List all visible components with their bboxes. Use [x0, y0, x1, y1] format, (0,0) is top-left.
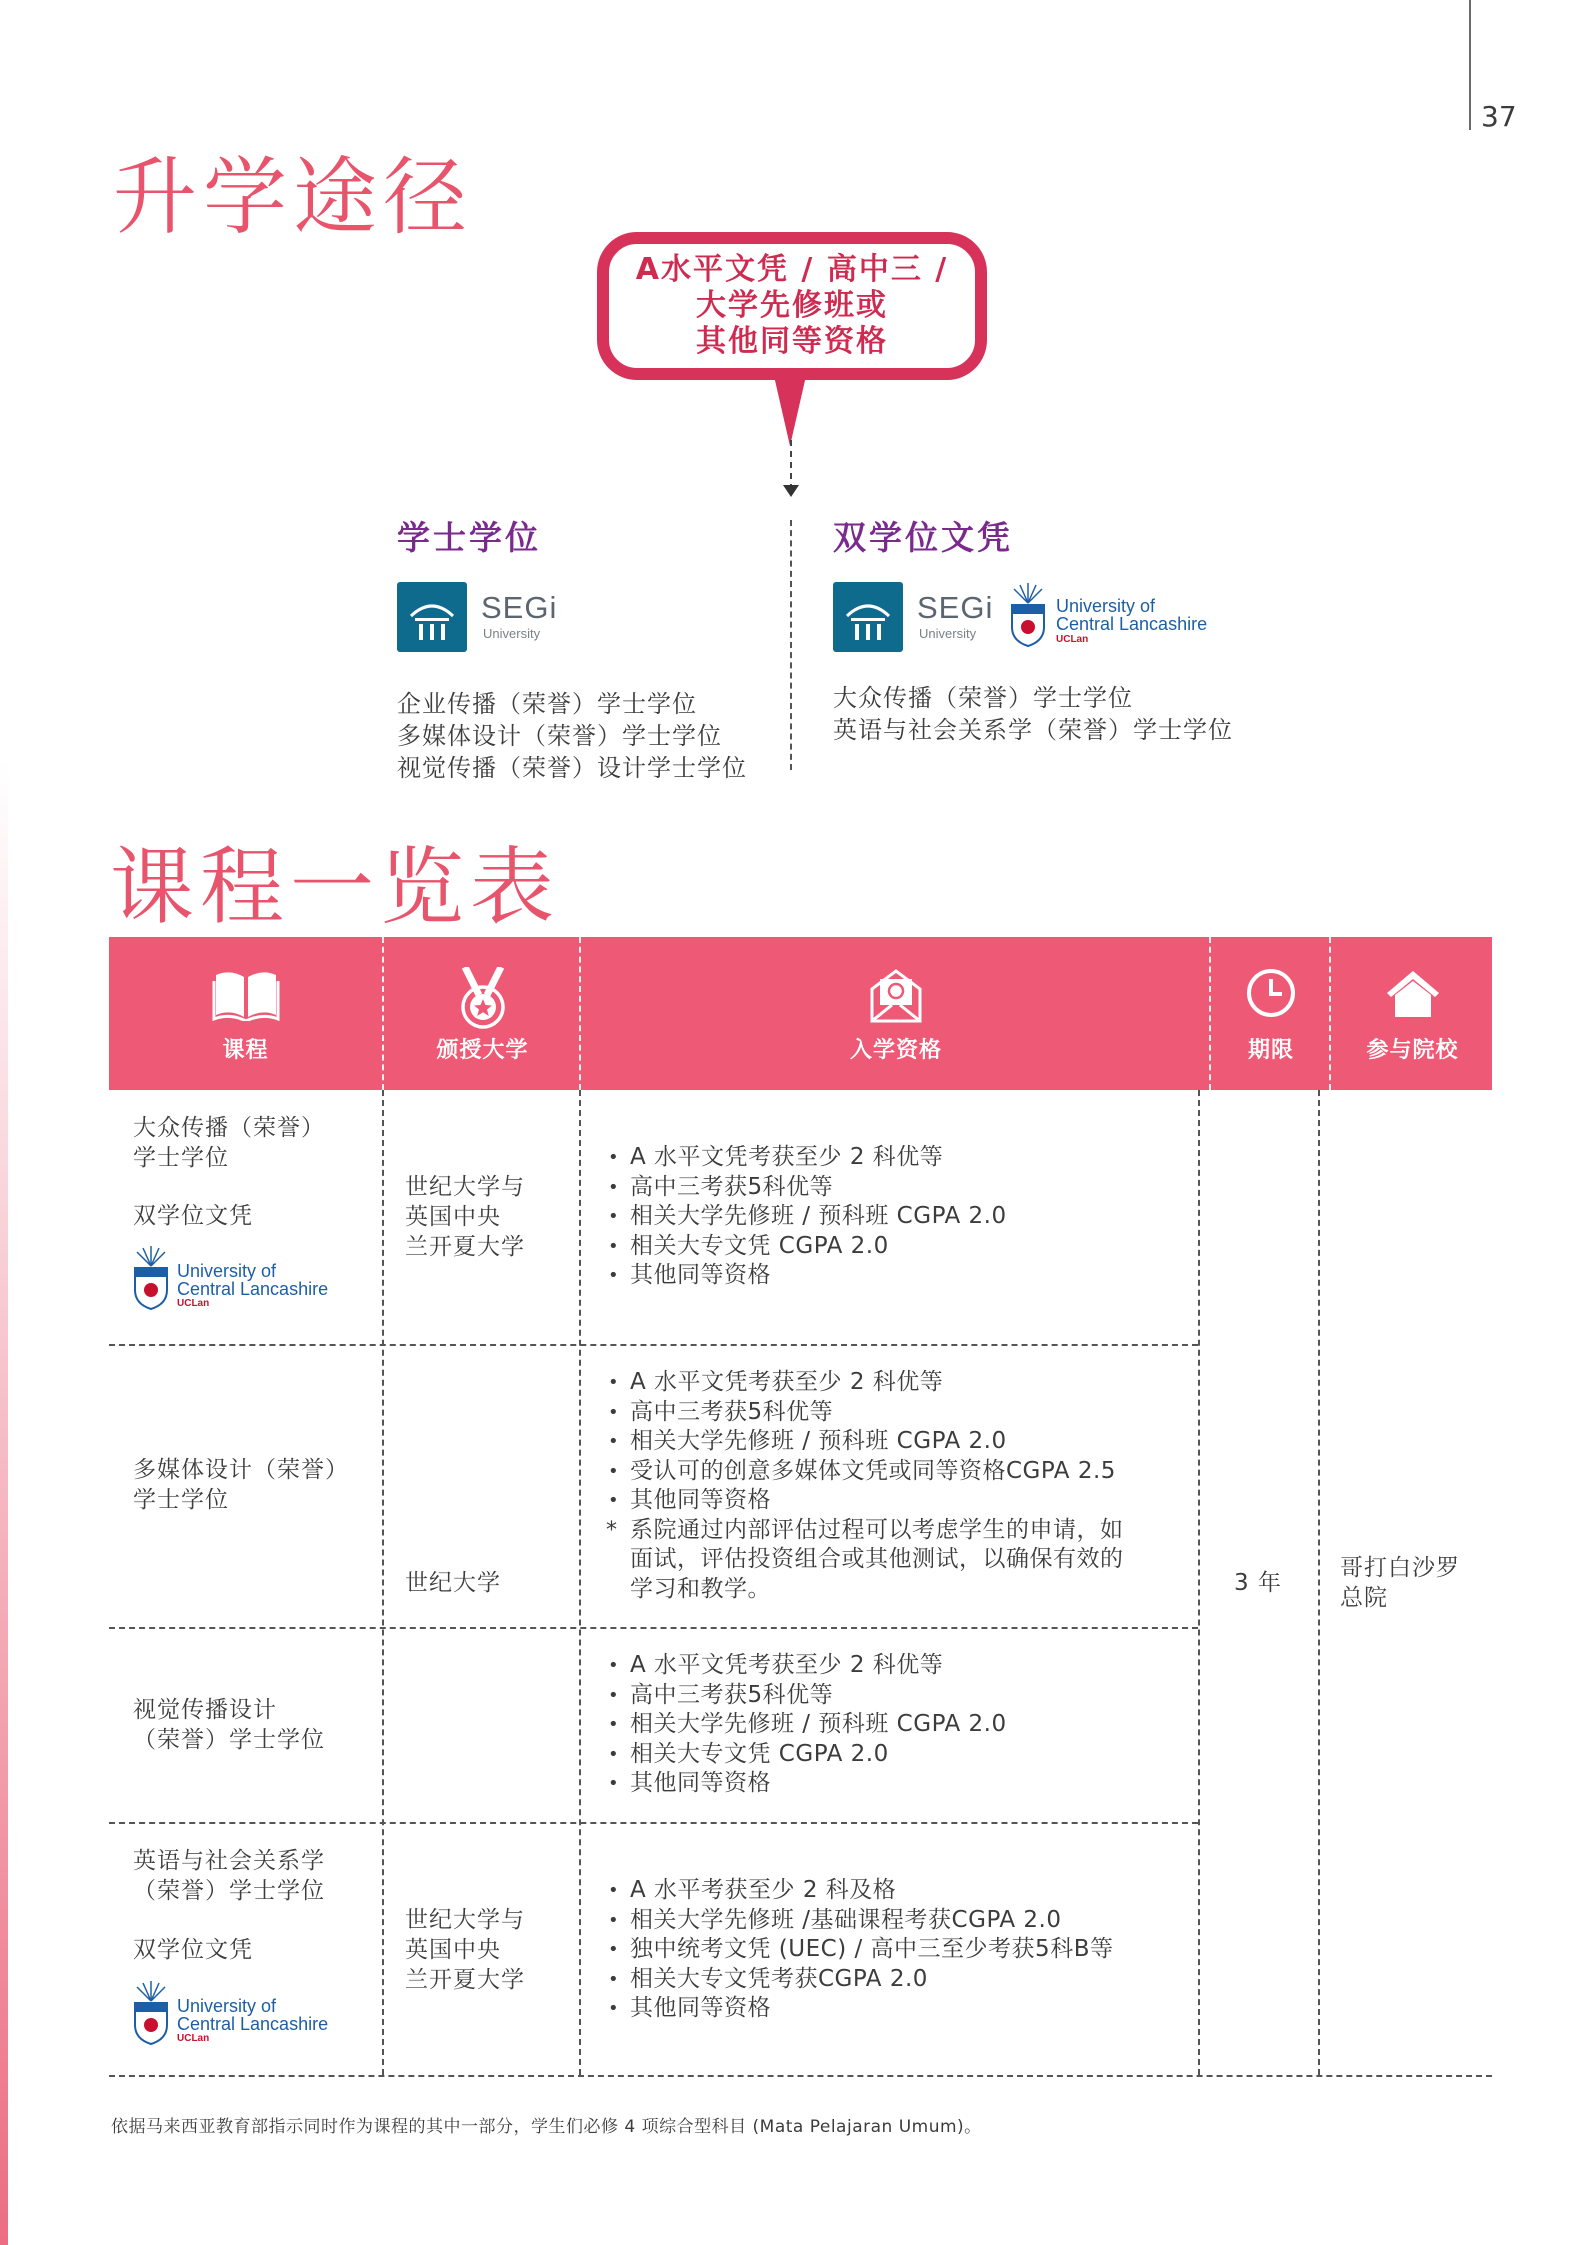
- table-header: [109, 937, 1492, 1090]
- table-row-divider: [109, 1627, 1198, 1629]
- header-campus: [1329, 937, 1494, 1090]
- segi-wordmark: SEGi: [917, 590, 994, 625]
- page-number-rule: [1469, 0, 1471, 130]
- requirement-item: • 相关大学先修班 / 预科班 CGPA 2.0: [602, 1427, 1182, 1457]
- pathway-arrow-head-icon: [783, 485, 799, 497]
- table-row-university: [405, 1172, 525, 1262]
- page-number: 37: [1481, 100, 1517, 133]
- entry-line: 其他同等资格: [696, 324, 888, 359]
- duration-value: 3 年: [1234, 1570, 1282, 1596]
- table-row-requirements: [602, 1368, 1182, 1604]
- uclan-name-line: University of: [177, 1996, 277, 2016]
- table-bottom-border: [109, 2075, 1492, 2077]
- table-row-course: [133, 1455, 349, 1515]
- table-row-course: [133, 1113, 325, 1173]
- uclan-name-line: Central Lancashire: [1056, 614, 1208, 634]
- table-col-divider: [1318, 1090, 1320, 2075]
- campus-line: 总院: [1340, 1585, 1388, 1611]
- requirement-item: • 相关大学先修班 / 预科班 CGPA 2.0: [602, 1202, 1182, 1232]
- uclan-name-line: University of: [177, 1261, 277, 1281]
- segi-subtitle: University: [483, 626, 541, 641]
- entry-callout-text: [597, 252, 987, 360]
- program-item: 视觉传播（荣誉）设计学士学位: [397, 754, 747, 782]
- table-row-requirements: [602, 1143, 1182, 1291]
- note-line: * 系院通过内部评估过程可以考虑学生的申请，如: [630, 1516, 1124, 1543]
- bachelor-program-list: [397, 688, 747, 784]
- footnote: 依据马来西亚教育部指示同时作为课程的其中一部分，学生们必修 4 项综合型科目 (Mata Pelajaran Umum)。: [111, 2117, 982, 2137]
- table-row-course: [133, 1846, 325, 1906]
- program-item: 英语与社会关系学（荣誉）学士学位: [833, 716, 1233, 744]
- uclan-name-line: Central Lancashire: [177, 1279, 329, 1299]
- uclan-name-line: Central Lancashire: [177, 2014, 329, 2034]
- pathway-arrow-line: [790, 440, 792, 490]
- uclan-name: [177, 1997, 377, 2033]
- course-line: 视觉传播设计: [133, 1697, 277, 1723]
- left-accent-bar: [0, 760, 8, 2245]
- program-item: 大众传播（荣誉）学士学位: [833, 684, 1133, 712]
- header-course: [109, 937, 382, 1090]
- university-line: 兰开夏大学: [405, 1234, 525, 1260]
- table-col-divider: [579, 1090, 581, 2075]
- header-university: [382, 937, 581, 1090]
- university-line: 英国中央: [405, 1204, 501, 1230]
- header-label: 参与院校: [1366, 1038, 1459, 1063]
- uclan-logo: [131, 1246, 329, 1314]
- requirement-item: • A 水平文凭考获至少 2 科优等: [602, 1651, 1182, 1681]
- segi-wordmark: SEGi: [481, 590, 558, 625]
- uclan-crest-icon: [131, 1246, 171, 1310]
- segi-logo: [833, 582, 994, 652]
- requirement-item: • 相关大专文凭 CGPA 2.0: [602, 1232, 1182, 1262]
- program-item: 企业传播（荣誉）学士学位: [397, 690, 697, 718]
- requirement-item: • 相关大专文凭考获CGPA 2.0: [602, 1965, 1182, 1995]
- entry-line: A水平文凭 / 高中三 /: [635, 252, 949, 287]
- table-row-divider: [109, 1344, 1198, 1346]
- segi-logo: [397, 582, 558, 652]
- header-label: 课程: [222, 1038, 269, 1063]
- requirement-item: • 相关大专文凭 CGPA 2.0: [602, 1740, 1182, 1770]
- header-duration: [1209, 937, 1331, 1090]
- segi-emblem-icon: [397, 582, 467, 652]
- dual-degree-label: 双学位文凭: [133, 1937, 253, 1963]
- table-row-requirements: [602, 1876, 1182, 2024]
- header-entry: [579, 937, 1211, 1090]
- campus-line: 哥打白沙罗: [1340, 1555, 1460, 1581]
- uclan-abbr: UCLan: [177, 1298, 210, 1309]
- course-line: 大众传播（荣誉）: [133, 1115, 325, 1141]
- university-line: 兰开夏大学: [405, 1967, 525, 1993]
- university-line: 世纪大学与: [405, 1174, 525, 1200]
- requirement-item: • 其他同等资格: [602, 1994, 1182, 2024]
- dual-program-list: [833, 682, 1233, 746]
- table-col-divider: [1198, 1090, 1200, 2075]
- header-label: 入学资格: [849, 1038, 942, 1063]
- uclan-abbr: UCLan: [1056, 634, 1089, 645]
- uclan-name: [1056, 597, 1256, 633]
- requirement-item: • A 水平文凭考获至少 2 科优等: [602, 1143, 1182, 1173]
- course-line: （荣誉）学士学位: [133, 1878, 325, 1904]
- uclan-crest-icon: [131, 1981, 171, 2045]
- table-row-requirements: [602, 1651, 1182, 1799]
- callout-tail: [774, 376, 806, 446]
- requirement-item: • 高中三考获5科优等: [602, 1173, 1182, 1203]
- uclan-abbr: UCLan: [177, 2033, 210, 2044]
- shared-university: 世纪大学: [405, 1570, 501, 1596]
- medal-icon: [455, 967, 511, 1029]
- university-line: 世纪大学与: [405, 1907, 525, 1933]
- requirement-item: • 其他同等资格: [602, 1769, 1182, 1799]
- campus-value: [1340, 1553, 1460, 1613]
- uclan-logo: [131, 1981, 329, 2049]
- certificate-icon: [868, 967, 924, 1025]
- requirement-item: • A 水平文凭考获至少 2 科优等: [602, 1368, 1182, 1398]
- table-row-course: [133, 1695, 325, 1755]
- clock-icon: [1245, 967, 1297, 1019]
- requirement-item: • 高中三考获5科优等: [602, 1681, 1182, 1711]
- course-line: 学士学位: [133, 1487, 229, 1513]
- overview-heading: 课程一览表: [110, 838, 561, 936]
- note-line: 面试，评估投资组合或其他测试，以确保有效的: [630, 1546, 1124, 1572]
- course-line: 多媒体设计（荣誉）: [133, 1457, 349, 1483]
- bachelor-title: 学士学位: [397, 518, 541, 557]
- requirement-item: • 受认可的创意多媒体文凭或同等资格CGPA 2.5: [602, 1457, 1182, 1487]
- dual-degree-label: 双学位文凭: [133, 1203, 253, 1229]
- entry-line: 大学先修班或: [696, 288, 888, 323]
- table-row-university: [405, 1905, 525, 1995]
- dual-title: 双学位文凭: [833, 518, 1013, 557]
- house-icon: [1383, 967, 1443, 1019]
- program-item: 多媒体设计（荣誉）学士学位: [397, 722, 722, 750]
- uclan-crest-icon: [1008, 583, 1048, 647]
- requirement-item: • 其他同等资格: [602, 1261, 1182, 1291]
- requirement-item: • 独中统考文凭 (UEC) / 高中三至少考获5科B等: [602, 1935, 1182, 1965]
- requirement-item: • 其他同等资格: [602, 1486, 1182, 1516]
- course-line: 学士学位: [133, 1145, 229, 1171]
- open-book-icon: [212, 967, 280, 1021]
- segi-subtitle: University: [919, 626, 977, 641]
- requirement-item: • 相关大学先修班 /基础课程考获CGPA 2.0: [602, 1906, 1182, 1936]
- university-line: 英国中央: [405, 1937, 501, 1963]
- uclan-name-line: University of: [1056, 596, 1156, 616]
- table-col-divider: [382, 1090, 384, 2075]
- course-line: （荣誉）学士学位: [133, 1727, 325, 1753]
- uclan-logo: [1008, 583, 1208, 651]
- requirement-note: [602, 1516, 1182, 1605]
- header-label: 期限: [1247, 1038, 1294, 1063]
- pathway-divider: [790, 520, 792, 770]
- pathway-heading: 升学途径: [113, 148, 474, 246]
- course-line: 英语与社会关系学: [133, 1848, 325, 1874]
- uclan-name: [177, 1262, 377, 1298]
- note-line: 学习和教学。: [630, 1575, 771, 1602]
- table-row-divider: [109, 1822, 1198, 1824]
- requirement-item: • 高中三考获5科优等: [602, 1398, 1182, 1428]
- requirement-item: • A 水平考获至少 2 科及格: [602, 1876, 1182, 1906]
- requirement-item: • 相关大学先修班 / 预科班 CGPA 2.0: [602, 1710, 1182, 1740]
- header-label: 颁授大学: [436, 1038, 529, 1063]
- segi-emblem-icon: [833, 582, 903, 652]
